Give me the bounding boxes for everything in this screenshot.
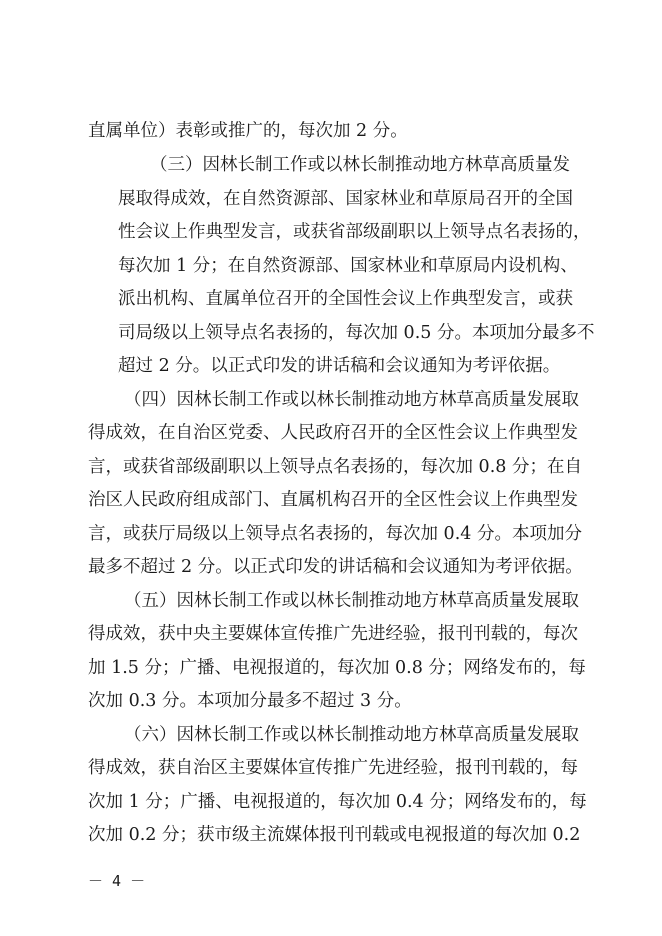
text-line: 得成效，获自治区主要媒体宣传推广先进经验，报刊刊载的，每 <box>88 758 578 778</box>
text-line: 次加 0.3 分。本项加分最多不超过 3 分。 <box>88 691 412 711</box>
text-line: （六）因林长制工作或以林长制推动地方林草高质量发展取 <box>124 725 579 745</box>
text-line: 得成效，在自治区党委、人民政府召开的全区性会议上作典型发 <box>88 423 578 443</box>
text-line: 司局级以上领导点名表扬的，每次加 0.5 分。本项加分最多不 <box>118 323 595 343</box>
text-line: 性会议上作典型发言，或获省部级副职以上领导点名表扬的， <box>118 222 591 242</box>
text-line: 次加 1 分；广播、电视报道的，每次加 0.4 分；网络发布的，每 <box>88 792 587 812</box>
page-number: － 4 － <box>88 872 146 890</box>
text-line: 治区人民政府组成部门、直属机构召开的全区性会议上作典型发 <box>88 490 578 510</box>
text-line: 次加 0.2 分；获市级主流媒体报刊刊载或电视报道的每次加 0.2 <box>88 825 581 845</box>
text-line: （四）因林长制工作或以林长制推动地方林草高质量发展取 <box>124 390 579 410</box>
text-line: 展取得成效，在自然资源部、国家林业和草原局召开的全国 <box>118 189 573 209</box>
text-line: （五）因林长制工作或以林长制推动地方林草高质量发展取 <box>124 591 579 611</box>
text-line: 每次加 1 分；在自然资源部、国家林业和草原局内设机构、 <box>118 256 578 276</box>
text-line: 言，或获省部级副职以上领导点名表扬的，每次加 0.8 分；在自 <box>88 457 582 477</box>
text-line: 派出机构、直属单位召开的全国性会议上作典型发言，或获 <box>118 289 573 309</box>
text-line: 直属单位）表彰或推广的，每次加 2 分。 <box>88 121 408 141</box>
text-line: 加 1.5 分；广播、电视报道的，每次加 0.8 分；网络发布的，每 <box>88 658 586 678</box>
text-line: 言，或获厅局级以上领导点名表扬的，每次加 0.4 分。本项加分 <box>88 524 582 544</box>
text-line: 最多不超过 2 分。以正式印发的讲话稿和会议通知为考评依据。 <box>88 557 583 577</box>
text-line: 得成效，获中央主要媒体宣传推广先进经验，报刊刊载的，每次 <box>88 624 578 644</box>
text-line: （三）因林长制工作或以林长制推动地方林草高质量发 <box>150 155 570 175</box>
text-line: 超过 2 分。以正式印发的讲话稿和会议通知为考评依据。 <box>118 356 561 376</box>
